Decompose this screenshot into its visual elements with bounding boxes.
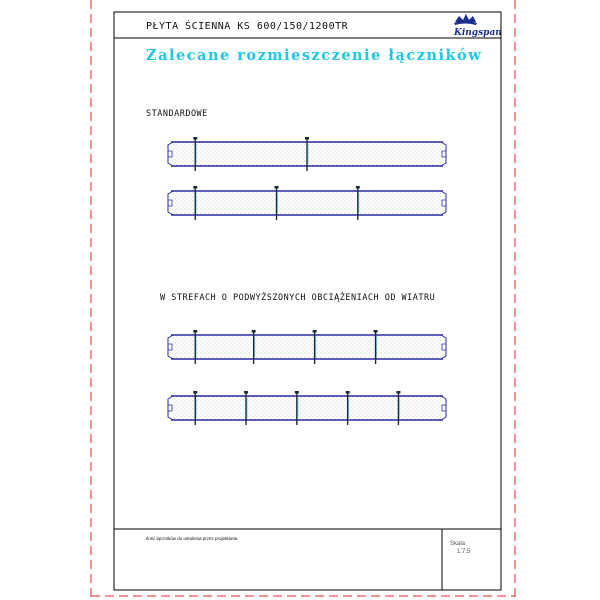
panel-groove — [442, 200, 446, 206]
fastener-head — [374, 330, 378, 333]
panel-tongue — [168, 151, 172, 157]
section-label-high-wind: W STREFACH O PODWYŻSZONYCH OBCIĄŻENIACH OD WIATRU — [160, 293, 436, 303]
fastener-head — [193, 330, 197, 333]
panel-core — [173, 335, 441, 359]
fastener-head — [356, 186, 360, 189]
scale-value: 1:7.5 — [457, 549, 471, 555]
panel-section — [168, 137, 446, 171]
fastener-head — [193, 391, 197, 394]
panel-section — [168, 186, 446, 220]
sheet-title: PŁYTA ŚCIENNA KS 600/150/1200TR — [146, 21, 349, 32]
section-label-standard: STANDARDOWE — [146, 109, 208, 119]
fastener-head — [313, 330, 317, 333]
fastener-head — [305, 137, 309, 140]
fastener-head — [275, 186, 279, 189]
scale-label: Skala — [450, 541, 466, 547]
footer-note: Ilość łączników do ustalenia przez projektanta — [146, 536, 238, 541]
fastener-head — [193, 186, 197, 189]
fastener-head — [396, 391, 400, 394]
panel-section — [168, 391, 446, 425]
fastener-head — [252, 330, 256, 333]
fastener-head — [295, 391, 299, 394]
panel-groove — [442, 405, 446, 411]
panel-core — [173, 396, 441, 420]
drawing-subtitle: Zalecane rozmieszczenie łączników — [146, 47, 483, 64]
panel-tongue — [168, 344, 172, 350]
panel-cross-sections — [168, 137, 446, 425]
panel-groove — [442, 344, 446, 350]
panel-tongue — [168, 405, 172, 411]
logo-text: Kingspan — [454, 28, 502, 38]
panel-groove — [442, 151, 446, 157]
fastener-head — [193, 137, 197, 140]
panel-section — [168, 330, 446, 364]
panel-core — [173, 191, 441, 215]
fastener-head — [244, 391, 248, 394]
fastener-head — [346, 391, 350, 394]
kingspan-crown-icon — [454, 14, 477, 25]
kingspan-logo — [453, 14, 502, 38]
panel-tongue — [168, 200, 172, 206]
